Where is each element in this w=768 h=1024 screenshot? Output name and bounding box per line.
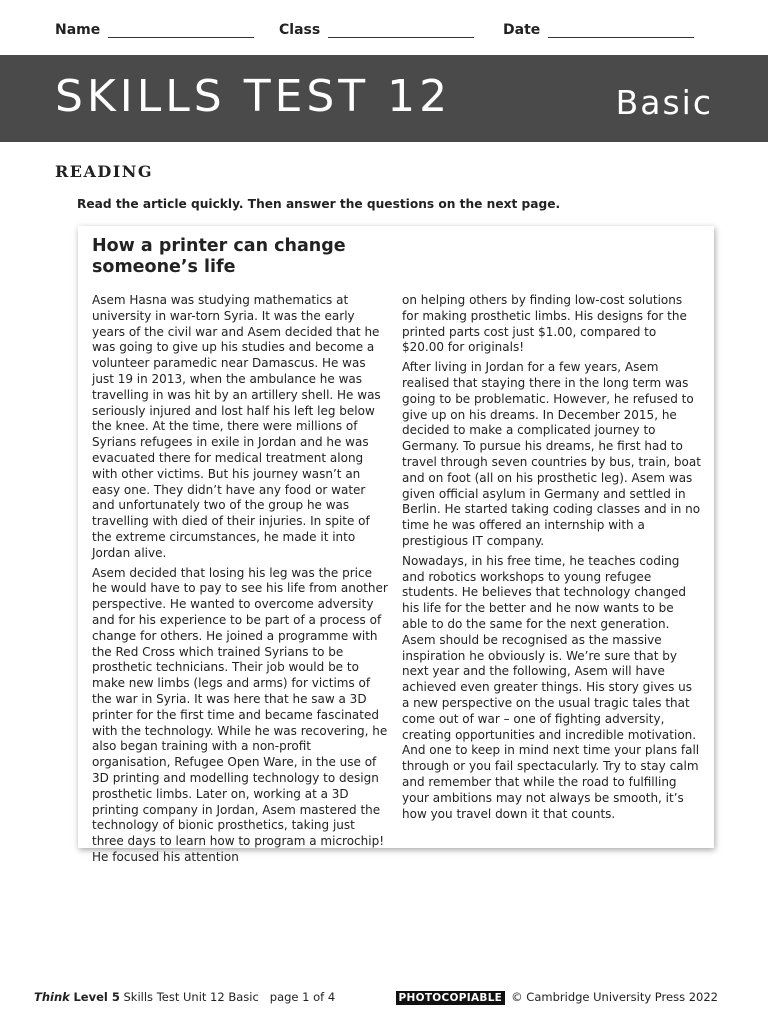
name-label: Name <box>55 22 101 38</box>
photocopiable-badge: PHOTOCOPIABLE <box>396 991 506 1005</box>
article-right-column <box>402 293 702 826</box>
footer-unit: Skills Test Unit 12 Basic <box>123 990 259 1004</box>
name-field <box>55 22 254 38</box>
article-box <box>78 226 714 864</box>
article-title-line: How a printer can change <box>92 236 346 256</box>
title-banner <box>0 55 768 142</box>
class-field <box>279 22 474 38</box>
footer-level: Level 5 <box>73 990 120 1004</box>
section-heading: READING <box>55 162 154 181</box>
article-paragraph: on helping others by finding low-cost solutions for making prosthetic limbs. His designs for the printed parts cost just $1.00, compared to $20.00 for originals! <box>402 293 687 355</box>
article-paragraph: Asem decided that losing his leg was the price he would have to pay to see his life from another perspective. He wanted to overcome adversity and for his experience to be part of a process of change for others. He joined a programme with the Red Cross which trained Syrians to be prosthetic technicians. Their job would be to make new limbs (legs and arms) for victims of the war in Syria. It was here that he saw a 3D printer for the first time and became fascinated with the technology. While he was recovering, he also began training with a non-profit organisation, Refugee Open Ware, in the use of 3D printing and modelling technology to design prosthetic limbs. Later on, working at a 3D printing company in Jordan, Asem mastered the technology of bionic prosthetics, taking just three days to learn how to program a microchip! He focused his attention <box>92 565 388 864</box>
article-title <box>92 236 392 278</box>
footer-brand: Think <box>34 990 70 1004</box>
class-label: Class <box>279 22 321 38</box>
test-level: Basic <box>615 83 713 122</box>
article-left-column <box>92 293 388 870</box>
footer-right <box>396 990 718 1005</box>
footer-left <box>34 990 335 1004</box>
instruction-text: Read the article quickly. Then answer the questions on the next page. <box>77 197 561 211</box>
article-paragraph: Asem Hasna was studying mathematics at university in war-torn Syria. It was the early years of the civil war and Asem decided that he was going to give up his studies and become a volunteer paramedic near Damascus. He was just 19 in 2013, when the ambulance he was travelling in was hit by an artillery shell. He was seriously injured and lost half his left leg below the knee. At the time, there were millions of Syrians refugees in exile in Jordan and he was evacuated there for medical treatment along with other victims. But his journey wasn’t an easy one. They didn’t have any food or water and unfortunately two of the group he was travelling with died of their injuries. In spite of the extreme circumstances, he made it into Jordan alive. <box>92 293 381 560</box>
page-footer <box>34 990 734 1006</box>
date-field <box>503 22 694 38</box>
name-input-line[interactable] <box>108 23 254 38</box>
class-input-line[interactable] <box>328 23 474 38</box>
date-input-line[interactable] <box>548 23 694 38</box>
test-title: SKILLS TEST 12 <box>55 71 452 122</box>
footer-page: page 1 of 4 <box>269 990 336 1004</box>
article-paragraph: Nowadays, in his free time, he teaches coding and robotics workshops to young refugee students. He believes that technology changed his life for the better and he now wants to be able to do the same for the next generation. Asem should be recognised as the massive inspiration he obviously is. We’re sure that by next year and the following, Asem will have achieved even greater things. His story gives us a new perspective on the usual tragic tales that come out of war – one of fighting adversity, creating opportunities and incredible motivation. And one to keep in mind next time your plans fall through or you fail spectacularly. Try to stay calm and remember that while the road to fulfilling your ambitions may not always be smooth, it’s how you travel down it that counts. <box>402 553 700 821</box>
article-paragraph: After living in Jordan for a few years, Asem realised that staying there in the long term was going to be problematic. However, he refused to give up on his dreams. In December 2015, he decided to make a complicated journey to Germany. To pursue his dreams, he first had to travel through seven countries by bus, train, boat and on foot (all on his prosthetic leg). Asem was given official asylum in Germany and settled in Berlin. He started taking coding classes and in no time he was offered an internship with a prestigious IT company. <box>402 360 701 548</box>
article-title-line: someone’s life <box>92 257 236 277</box>
date-label: Date <box>503 22 541 38</box>
header-fields <box>55 22 715 46</box>
footer-copyright: © Cambridge University Press 2022 <box>511 990 718 1004</box>
